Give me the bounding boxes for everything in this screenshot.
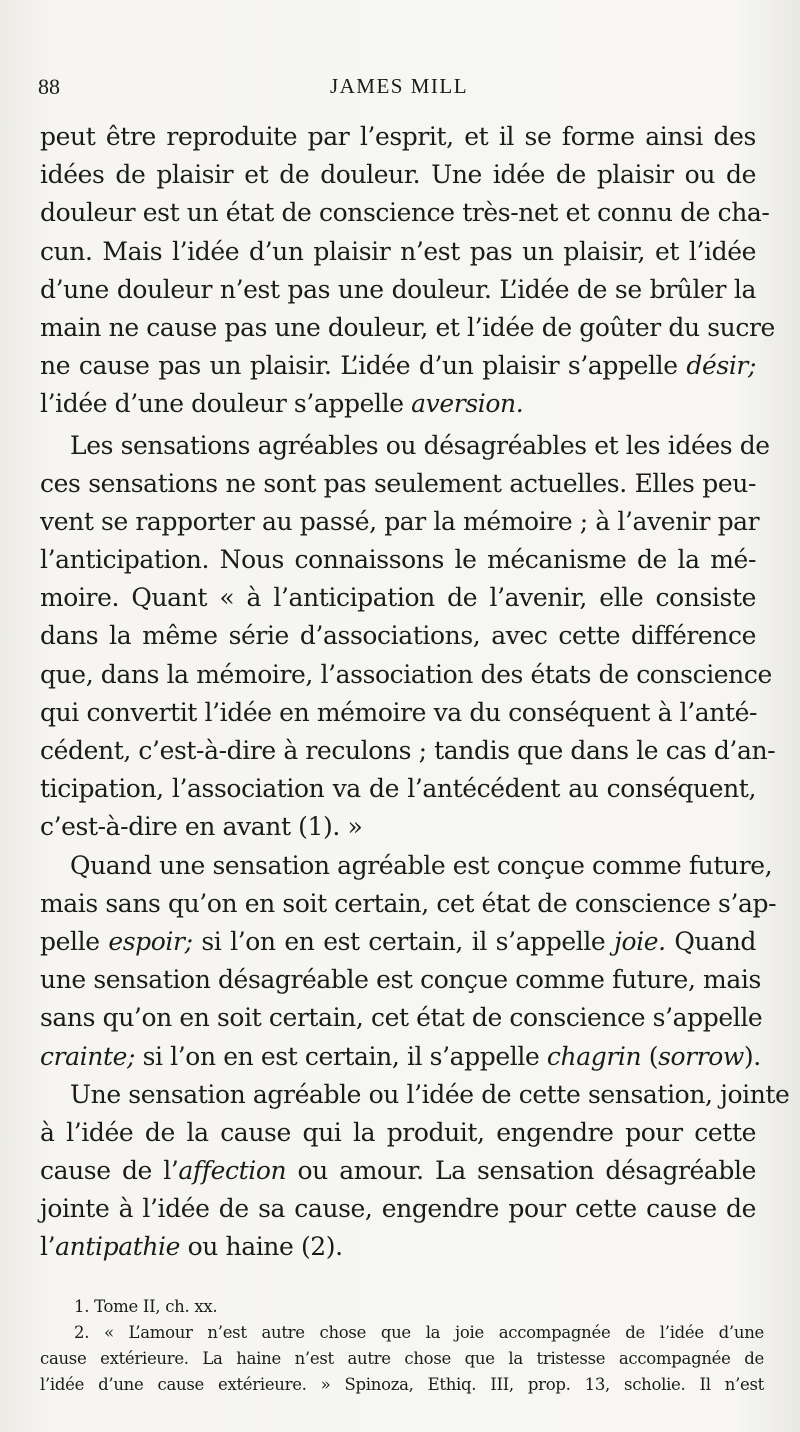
text-run: Quand [665,926,756,956]
footnote-2-continued: cause extérieure. La haine n’est autre chose que la tristesse accompagnée de [40,1349,764,1368]
italic-term: joie. [614,926,666,956]
text-line: peut être reproduite par l’esprit, et il se forme ainsi des [40,122,756,151]
italic-term: crainte; [40,1041,136,1071]
italic-term: affection [178,1156,287,1186]
text-line [40,923,756,961]
text-line: une sensation désagréable est conçue comme future, mais [40,965,761,995]
text-line: idées de plaisir et de douleur. Une idée de plaisir ou de [40,160,756,190]
footnotes [40,1294,764,1398]
text-line: Quand une sensation agréable est conçue comme future, [70,850,773,880]
italic-term: antipathie [55,1232,181,1262]
footnote-2: 2. « L’amour n’est autre chose que la joie accompagnée de l’idée d’une [74,1323,764,1342]
text-run: ou amour. La sensation désagréable [286,1156,756,1186]
paragraph [40,118,775,424]
main-text [40,118,790,1267]
italic-term: désir; [686,351,756,381]
text-line [40,385,756,423]
text-line: vent se rapporter au passé, par la mémoire ; à l’avenir par [40,506,760,536]
text-line: cédent, c’est-à-dire à reculons ; tandis que dans le cas d’an- [40,736,776,765]
text-line: mais sans qu’on en soit certain, cet état de conscience s’ap- [40,888,777,918]
text-run: ( [641,1041,659,1071]
text-run: l’ [40,1232,56,1262]
paragraph [40,847,777,1076]
text-run: cause de l’ [40,1156,179,1186]
text-line: jointe à l’idée de sa cause, engendre pour cette cause de [40,1194,756,1224]
running-title: JAMES MILL [329,74,469,98]
text-line: que, dans la mémoire, l’association des états de conscience [40,659,772,689]
text-line [40,1038,761,1076]
text-line: l’anticipation. Nous connaissons le mécanisme de la mé- [40,545,756,575]
text-line: main ne cause pas une douleur, et l’idée de goûter du sucre [40,312,775,342]
text-line: d’une douleur n’est pas une douleur. L’idée de se brûler la [40,274,756,304]
text-line: ticipation, l’association va de l’antécédent au conséquent, [40,774,756,804]
text-line: douleur est un état de conscience très-net et connu de cha- [40,198,770,228]
text-line [40,1152,756,1190]
text-line: à l’idée de la cause qui la produit, engendre pour cette [40,1117,756,1147]
text-run: ou haine (2). [180,1232,343,1262]
footnote-2-continued: l’idée d’une cause extérieure. » Spinoza, Ethiq. III, prop. 13, scholie. Il n’est [40,1375,764,1394]
text-line [40,347,756,385]
italic-term: aversion. [411,389,524,419]
text-line: ces sensations ne sont pas seulement actuelles. Elles peu- [40,468,756,498]
text-line: dans la même série d’associations, avec cette différence [40,621,756,651]
paragraph [40,427,776,847]
page-header [38,74,760,108]
text-line: qui convertit l’idée en mémoire va du conséquent à l’anté- [40,697,758,727]
footnote-1: 1. Tome II, ch. xx. [74,1297,218,1316]
text-run: si l’on en est certain, il s’appelle [135,1041,547,1071]
italic-term: espoir; [108,926,193,956]
text-line: cun. Mais l’idée d’un plaisir n’est pas un plaisir, et l’idée [40,236,756,266]
italic-term: chagrin [546,1041,642,1071]
text-line: sans qu’on en soit certain, cet état de conscience s’appelle [40,1003,763,1033]
text-line: Les sensations agréables ou désagréables et les idées de [70,430,770,460]
text-line [40,1228,756,1266]
italic-term: sorrow [658,1041,744,1071]
text-run: ne cause pas un plaisir. L’idée d’un plaisir s’appelle [40,351,687,381]
page-number: 88 [38,74,60,99]
text-line: c’est-à-dire en avant (1). » [40,812,363,842]
text-run: l’idée d’une douleur s’appelle [40,389,412,419]
paragraph [40,1076,790,1267]
text-run: pelle [40,926,109,956]
text-line: Une sensation agréable ou l’idée de cette sensation, jointe [70,1079,790,1109]
text-line: moire. Quant « à l’anticipation de l’avenir, elle consiste [40,583,756,613]
text-run: ). [743,1041,761,1071]
text-run: si l’on en est certain, il s’appelle [192,926,615,956]
